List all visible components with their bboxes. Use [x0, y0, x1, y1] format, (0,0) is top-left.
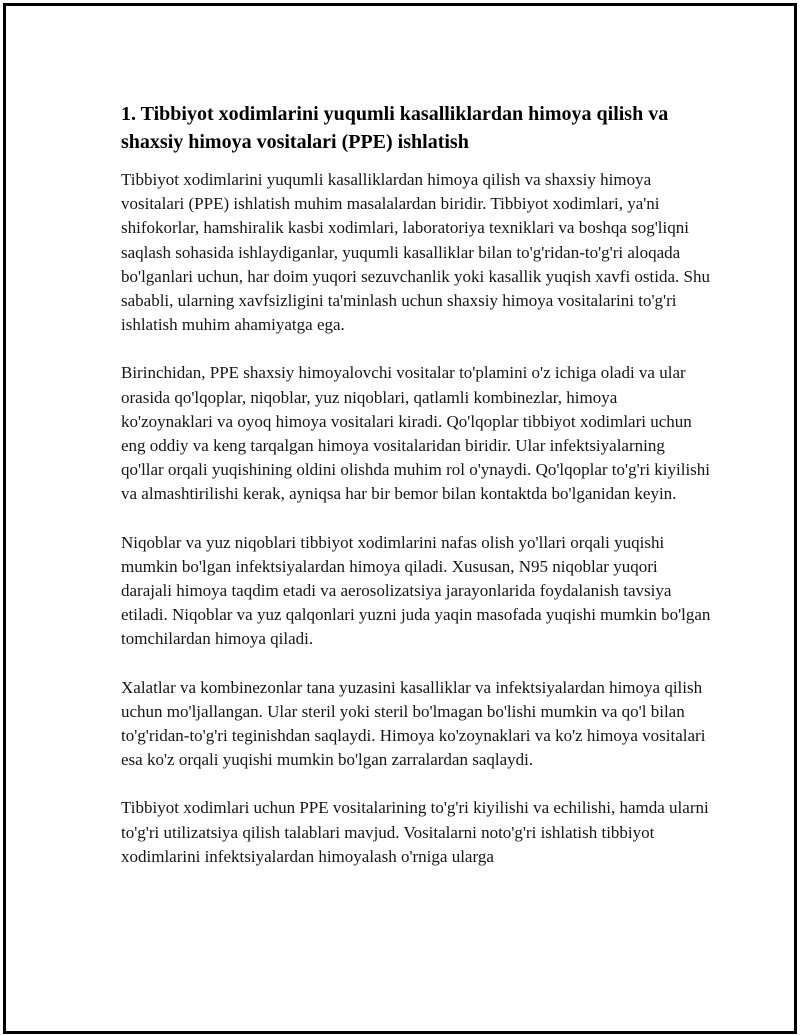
paragraph-gowns: Xalatlar va kombinezonlar tana yuzasini kasalliklar va infektsiyalardan himoya qilish uchun mo'ljallangan. Ular steril yoki steril bo'lmagan bo'lishi mumkin va qo'l bilan to'g'ridan-to'g'ri teginishdan saqlaydi. Himoya ko'zoynaklari va ko'z himoya vositalari esa ko'z orqali yuqishi mumkin bo'lgan zarralardan saqlaydi.: [121, 677, 706, 770]
section-heading: 1. Tibbiyot xodimlarini yuqumli kasalliklardan himoya qilish va shaxsiy himoya vositalari (PPE) ishlatish: [121, 103, 669, 153]
document-body: [121, 100, 711, 893]
paragraph-ppe-overview: Birinchidan, PPE shaxsiy himoyalovchi vositalar to'plamini o'z ichiga oladi va ular orasida qo'lqoplar, niqoblar, yuz niqoblari, qatlamli kombinezlar, himoya ko'zoynaklari va oyoq himoya vositalari kiradi. Qo'lqoplar tibbiyot xodimlari uchun eng oddiy va keng tarqalgan himoya vositalaridan biridir. Ular infektsiyalarning qo'llar orqali yuqishining oldini olishda muhim rol o'ynaydi. Qo'lqoplar to'g'ri kiyilishi va almashtirilishi kerak, ayniqsa har bir bemor bilan kontaktda bo'lganidan keyin.: [121, 363, 711, 504]
paragraph-intro: Tibbiyot xodimlarini yuqumli kasalliklardan himoya qilish va shaxsiy himoya vositalari (PPE) ishlatish muhim masalalardan biridir. Tibbiyot xodimlari, ya'ni shifokorlar, hamshiralik kasbi xodimlari, laboratoriya texniklari va boshqa sog'liqni saqlash sohasida ishlaydiganlar, yuqumli kasalliklar bilan to'g'ridan-to'g'ri aloqada bo'lganlari uchun, har doim yuqori sezuvchanlik yoki kasallik yuqish xavfi ostida. Shu sababli, ularning xavfsizligini ta'minlash uchun shaxsiy himoya vositalarini to'g'ri ishlatish muhim ahamiyatga ega.: [121, 170, 710, 335]
paragraph-masks: Niqoblar va yuz niqoblari tibbiyot xodimlarini nafas olish yo'llari orqali yuqishi mumkin bo'lgan infektsiyalardan himoya qiladi. Xususan, N95 niqoblar yuqori darajali himoya taqdim etadi va aerosolizatsiya jarayonlarida foydalanish tavsiya etiladi. Niqoblar va yuz qalqonlari yuzni juda yaqin masofada yuqishi mumkin bo'lgan tomchilardan himoya qiladi.: [121, 532, 711, 649]
paragraph-usage: Tibbiyot xodimlari uchun PPE vositalarining to'g'ri kiyilishi va echilishi, hamda ularni to'g'ri utilizatsiya qilish talablari mavjud. Vositalarni noto'g'ri ishlatish tibbiyot xodimlarini infektsiyalardan himoyalash o'rniga ularga: [121, 798, 709, 866]
page-frame: [3, 3, 797, 1034]
